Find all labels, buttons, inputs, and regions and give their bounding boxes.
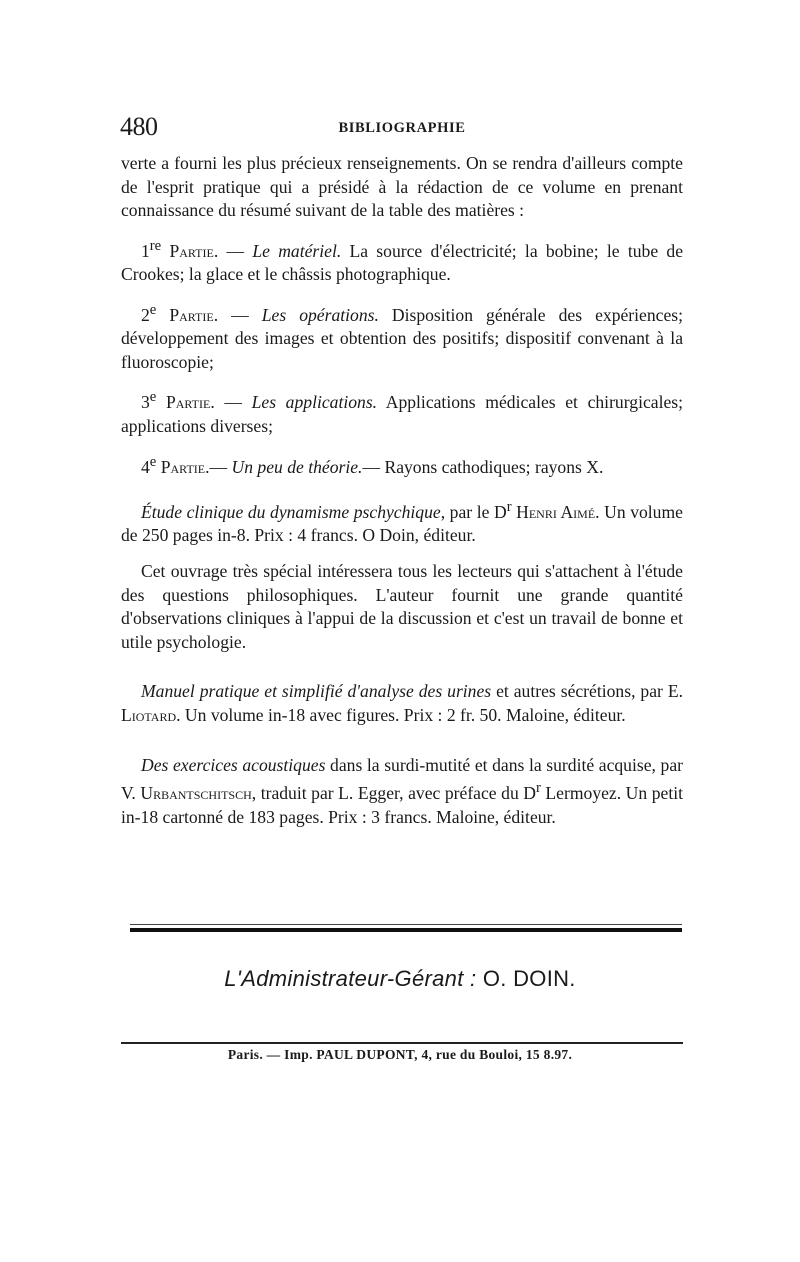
part-4-entry [121, 451, 683, 479]
book-text: dans la surdi-mutité et dans la surdité acquise, par V. [121, 754, 683, 804]
thick-rule [130, 928, 682, 932]
part-title: Les applications. [251, 392, 378, 413]
book-author: Henri Aimé [511, 501, 596, 522]
part-separator: — [214, 392, 252, 413]
part-number: 4 [141, 456, 150, 477]
book-title: Des exercices acoustiques [141, 754, 326, 775]
thin-rule [130, 924, 682, 925]
part-ordinal: re [149, 237, 162, 254]
book-title: Manuel pratique et simplifié d'analyse des urines [141, 681, 492, 702]
part-ordinal: e [149, 301, 157, 318]
part-contents: — Rayons cathodiques; rayons X. [362, 456, 604, 477]
intro-paragraph: verte a fourni les plus précieux renseignements. On se rendra d'ailleurs compte de l'esprit pratique qui a présidé à la rédaction de ce volume en prenant connaissance du résumé suivant de la table des matières : [121, 153, 683, 221]
book-details: . Un volume de 250 pages in-8. Prix : 4 francs. O Doin, éditeur. [121, 501, 683, 546]
part-separator: — [218, 240, 253, 261]
part-title: Le matériel. [252, 240, 342, 261]
part-separator: — [218, 304, 262, 325]
part-title: Les opérations. [261, 304, 379, 325]
part-number: 3 [141, 392, 150, 413]
part-3-entry [121, 386, 683, 438]
book-title: Étude clinique du dynamisme pschychique [141, 501, 441, 522]
book-entry-exercices-acoustiques [121, 754, 683, 830]
book-entry-etude-clinique [121, 496, 683, 548]
signature-name: O. DOIN. [476, 966, 576, 991]
page-header [120, 112, 684, 146]
part-title: Un peu de théorie. [231, 456, 363, 477]
part-separator: — [209, 456, 232, 477]
book-author: Urbantschitsch [140, 783, 252, 804]
printer-imprint: Paris. — Imp. PAUL DUPONT, 4, rue du Bouloi, 15 8.97. [227, 1047, 573, 1062]
double-rule-divider [130, 924, 682, 932]
body-text [121, 152, 683, 829]
book-text-translator: , traduit par L. Egger, avec préface du D [251, 783, 536, 804]
part-ordinal: e [149, 389, 157, 406]
part-label: Partie. [160, 456, 210, 477]
part-contents: Applications médicales et chirurgicales; applications diverses; [121, 392, 684, 436]
part-ordinal: e [149, 453, 157, 470]
part-contents: La source d'électricité; la bobine; le tube de Crookes; la glace et le châssis photographique. [121, 240, 684, 285]
part-label: Partie. [169, 304, 219, 325]
book-byline: , par le D [440, 501, 507, 522]
doctor-superscript: r [506, 498, 512, 515]
book-text: et autres sécrétions, par E. [491, 681, 683, 702]
book-review-etude-clinique: Cet ouvrage très spécial intéressera tous les lecteurs qui s'attachent à l'étude des questions philosophiques. L'auteur fournit une grande quantité d'observations cliniques à l'appui de la discussion et c'est un travail de bonne et utile psychologie. [121, 561, 683, 652]
book-details: Lermoyez. Un petit in-18 cartonné de 183 pages. Prix : 3 francs. Maloine, éditeur. [121, 783, 683, 827]
part-number: 2 [141, 304, 150, 325]
book-author: Liotard [121, 704, 177, 725]
page-number: 480 [120, 112, 158, 141]
part-label: Partie. [169, 240, 219, 261]
part-2-entry [121, 299, 683, 375]
book-entry-manuel-pratique [121, 680, 683, 727]
part-label: Partie. [165, 392, 215, 413]
part-1-entry [121, 235, 683, 287]
part-contents: Disposition générale des expériences; développement des images et obtention des positifs; dispositif convenant à la fluoroscopie; [121, 304, 683, 372]
signature-label: L'Administrateur-Gérant : [224, 966, 477, 991]
book-details: . Un volume in-18 avec figures. Prix : 2 fr. 50. Maloine, éditeur. [176, 704, 626, 725]
administrator-signature [0, 966, 800, 992]
doctor-superscript: r [536, 780, 541, 797]
footer-rule [121, 1042, 683, 1044]
running-head: BIBLIOGRAPHIE [338, 120, 466, 136]
part-number: 1 [141, 240, 150, 261]
